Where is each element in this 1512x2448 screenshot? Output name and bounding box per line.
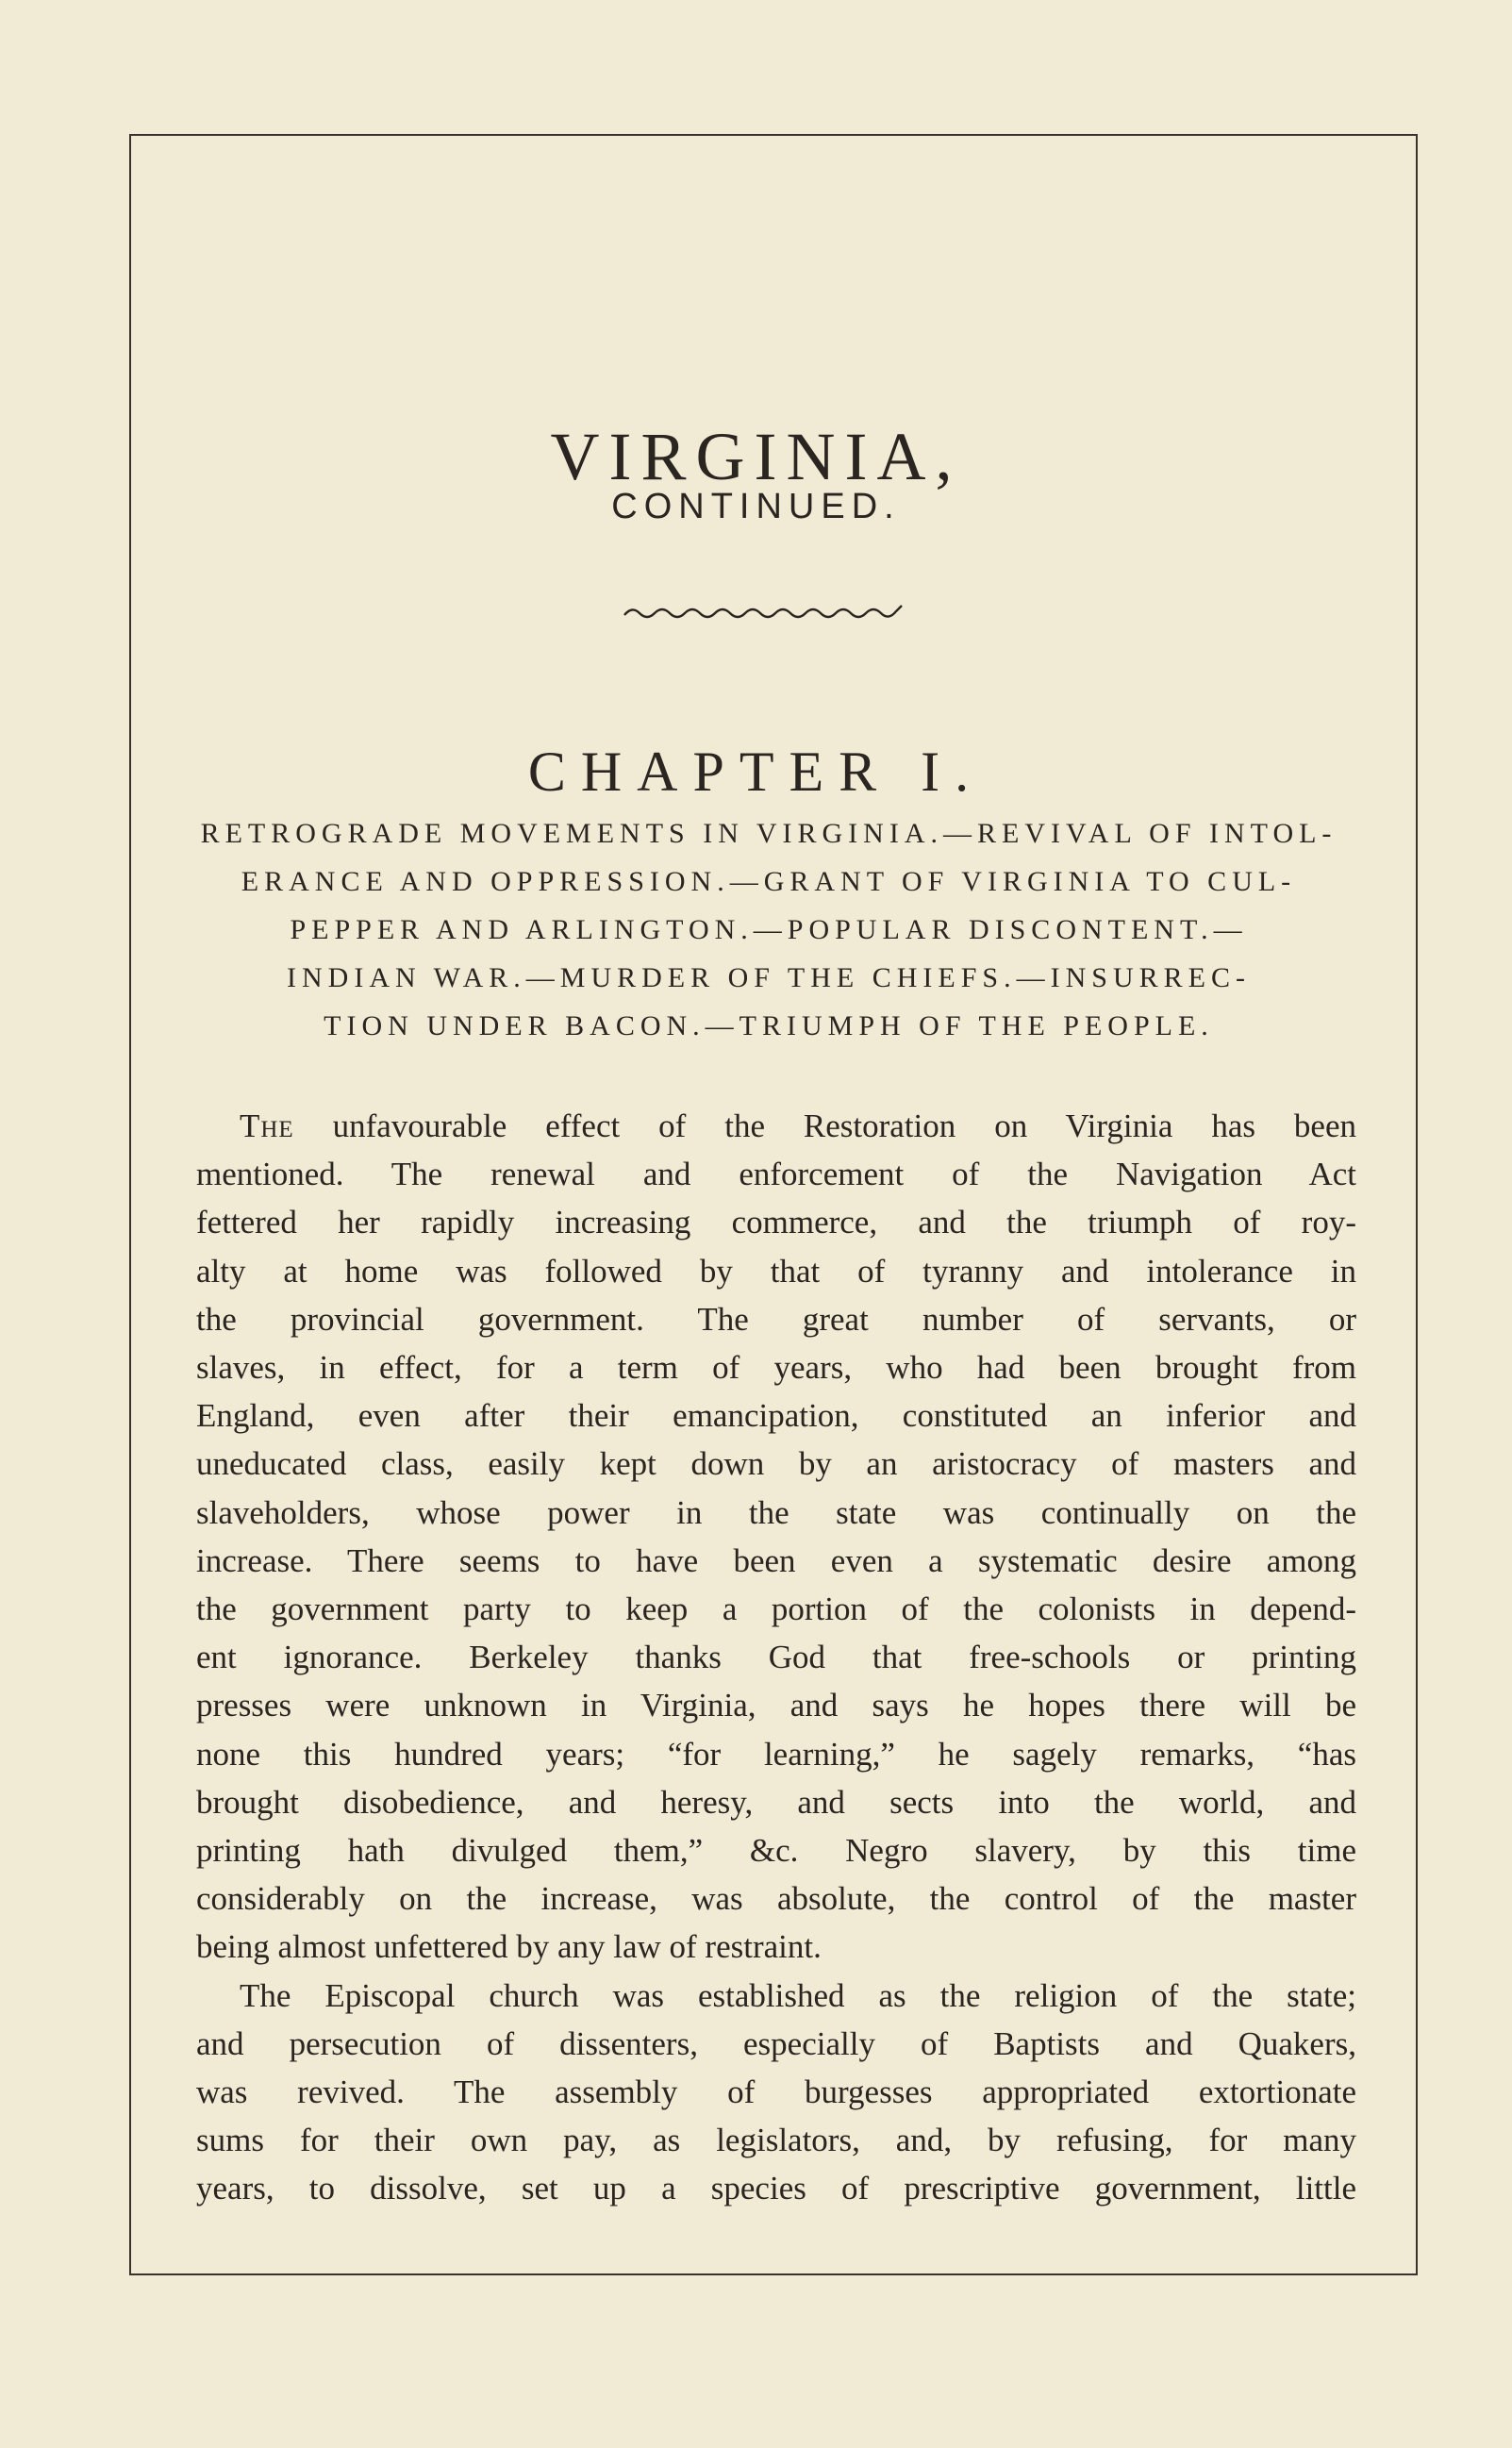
paragraph-line: fettered her rapidly increasing commerce, and the triumph of roy- [196, 1204, 1356, 1241]
paragraph-line: being almost unfettered by any law of restraint. [196, 1928, 822, 1966]
paragraph-line: slaves, in effect, for a term of years, who had been brought from [196, 1349, 1356, 1387]
paragraph-line: England, even after their emancipation, constituted an inferior and [196, 1397, 1356, 1435]
paragraph-line: increase. There seems to have been even a systematic desire among [196, 1541, 1356, 1579]
chapter-heading: CHAPTER I. [527, 740, 985, 803]
wavy-rule-ornament-icon [623, 602, 906, 624]
chapter-summary [189, 809, 1349, 1050]
paragraph-line: was revived. The assembly of burgesses appropriated extortionate [196, 2073, 1356, 2111]
paragraph-line: brought disobedience, and heresy, and sects into the world, and [196, 1783, 1356, 1821]
paragraph-line: presses were unknown in Virginia, and says he hopes there will be [196, 1687, 1356, 1724]
paragraph-line: The Episcopal church was established as the religion of the state; [240, 1976, 1356, 2014]
page-subtitle: CONTINUED. [611, 487, 901, 526]
paragraph-line: considerably on the increase, was absolute, the control of the master [196, 1880, 1356, 1918]
paragraph-lead-word: The [240, 1107, 294, 1144]
paragraph-line: printing hath divulged them,” &c. Negro slavery, by this time [196, 1832, 1356, 1870]
summary-line: RETROGRADE MOVEMENTS IN VIRGINIA.—REVIVAL OF INTOL- [200, 818, 1338, 849]
paragraph-line: slaveholders, whose power in the state was continually on the [196, 1493, 1356, 1531]
paragraph-line-text: unfavourable effect of the Restoration on Virginia has been [293, 1107, 1356, 1144]
page-title: VIRGINIA, [550, 419, 962, 495]
summary-line: PEPPER AND ARLINGTON.—POPULAR DISCONTENT.— [290, 914, 1248, 945]
paragraph-line: ent ignorance. Berkeley thanks God that free-schools or printing [196, 1639, 1356, 1676]
paragraph-line: sums for their own pay, as legislators, and, by refusing, for many [196, 2122, 1356, 2159]
summary-line: TION UNDER BACON.—TRIUMPH OF THE PEOPLE. [324, 1010, 1214, 1041]
paragraph-line: the provincial government. The great number of servants, or [196, 1300, 1356, 1338]
paragraph-line: mentioned. The renewal and enforcement of the Navigation Act [196, 1156, 1356, 1193]
paragraph-line: alty at home was followed by that of tyranny and intolerance in [196, 1252, 1356, 1290]
paragraph-line: none this hundred years; “for learning,” he sagely remarks, “has [196, 1735, 1356, 1773]
summary-line: INDIAN WAR.—MURDER OF THE CHIEFS.—INSURREC- [287, 962, 1251, 993]
paragraph-line: and persecution of dissenters, especially of Baptists and Quakers, [196, 2024, 1356, 2062]
paragraph-line: uneducated class, easily kept down by an aristocracy of masters and [196, 1445, 1356, 1483]
summary-line: ERANCE AND OPPRESSION.—GRANT OF VIRGINIA TO CUL- [241, 866, 1297, 897]
paragraph-line [196, 1102, 1356, 1150]
paragraph-line: years, to dissolve, set up a species of prescriptive government, little [196, 2170, 1356, 2207]
paragraph-line: the government party to keep a portion of the colonists in depend- [196, 1590, 1356, 1628]
body-text [196, 1102, 1356, 2213]
